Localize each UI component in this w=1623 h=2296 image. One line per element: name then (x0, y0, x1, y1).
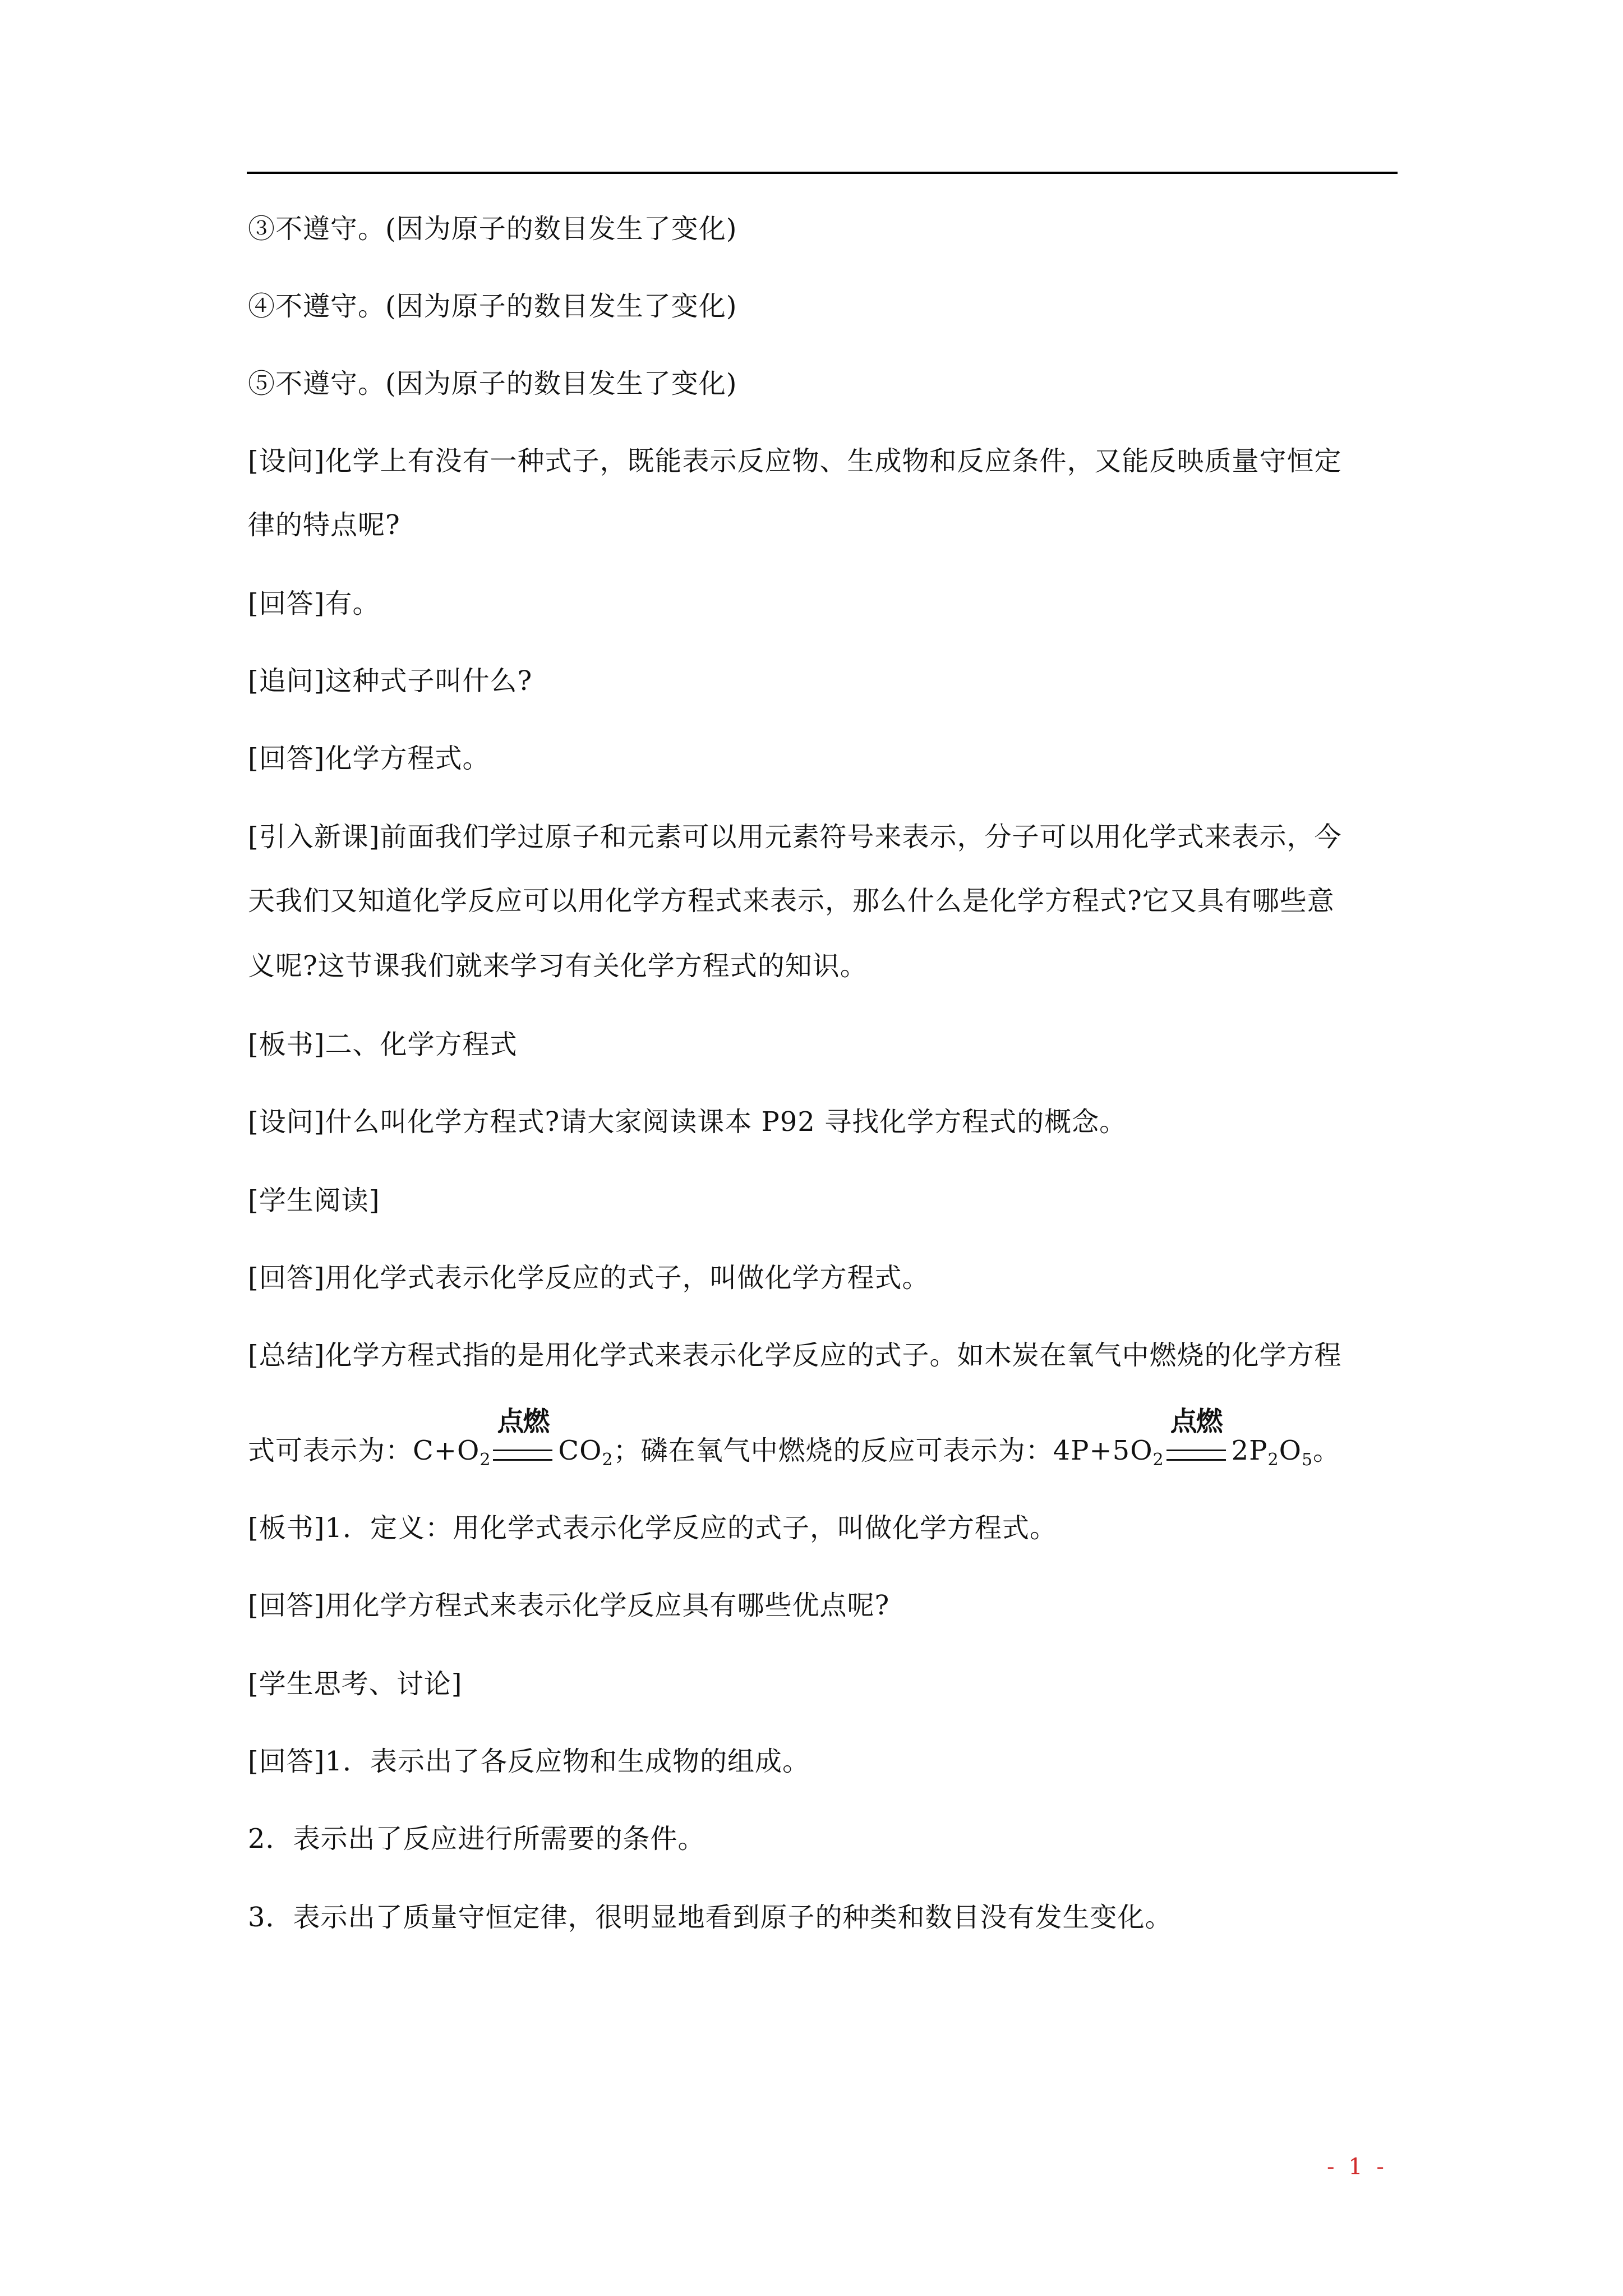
text-line-4: [设问]化学上有没有一种式子，既能表示反应物、生成物和反应条件，又能反映质量守恒定 (248, 445, 1342, 477)
text-line-9: [引入新课]前面我们学过原子和元素可以用元素符号来表示，分子可以用化学式来表示，今 (248, 821, 1342, 853)
text-line-5: 律的特点呢? (248, 509, 400, 541)
text-line-2: ④不遵守。(因为原子的数目发生了变化) (248, 291, 737, 322)
text-line-after-6: 3．表示出了质量守恒定律，很明显地看到原子的种类和数目没有发生变化。 (248, 1902, 1173, 1933)
text-line-10: 天我们又知道化学反应可以用化学方程式来表示，那么什么是化学方程式?它又具有哪些意 (248, 885, 1335, 917)
eq2-left: $4P+5O_2$ (1053, 1435, 1164, 1470)
text-line-12: [板书]二、化学方程式 (248, 1029, 518, 1060)
equation-line (248, 1406, 1341, 1470)
eq2-right: $2P_2O_5$ (1231, 1435, 1313, 1470)
equation-suffix: 。 (1313, 1435, 1341, 1466)
page-number: - 1 - (1327, 2154, 1387, 2180)
text-line-16: [总结]化学方程式指的是用化学式来表示化学反应的式子。如木炭在氧气中燃烧的化学方程 (248, 1340, 1342, 1371)
text-line-6: [回答]有。 (248, 588, 380, 619)
text-line-after-3: [学生思考、讨论] (248, 1668, 463, 1700)
text-line-after-2: [回答]用化学方程式来表示化学反应具有哪些优点呢? (248, 1590, 890, 1621)
text-line-after-5: 2．表示出了反应进行所需要的条件。 (248, 1823, 706, 1855)
eq1-condition (493, 1406, 552, 1467)
eq1-left: $C+O_2$ (413, 1435, 491, 1470)
ignition-condition-label: 点燃 (497, 1406, 549, 1437)
eq2-condition (1166, 1406, 1226, 1467)
text-line-7: [追问]这种式子叫什么? (248, 665, 533, 697)
header-rule (247, 172, 1398, 174)
text-line-after-4: [回答]1．表示出了各反应物和生成物的组成。 (248, 1746, 810, 1777)
text-line-11: 义呢?这节课我们就来学习有关化学方程式的知识。 (248, 950, 868, 982)
reaction-equals-sign (493, 1450, 552, 1461)
equation-prefix: 式可表示为： (248, 1435, 413, 1466)
text-line-13: [设问]什么叫化学方程式?请大家阅读课本 P92 寻找化学方程式的概念。 (248, 1106, 1127, 1138)
text-line-14: [学生阅读] (248, 1185, 380, 1216)
text-line-3: ⑤不遵守。(因为原子的数目发生了变化) (248, 368, 737, 399)
text-line-1: ③不遵守。(因为原子的数目发生了变化) (248, 213, 737, 245)
reaction-equals-sign (1166, 1450, 1226, 1461)
eq1-right: $CO_2$ (558, 1435, 614, 1470)
equation-middle: ；磷在氧气中燃烧的反应可表示为： (613, 1435, 1053, 1466)
text-line-after-1: [板书]1．定义：用化学式表示化学反应的式子，叫做化学方程式。 (248, 1512, 1057, 1544)
text-line-15: [回答]用化学式表示化学反应的式子，叫做化学方程式。 (248, 1262, 930, 1294)
text-line-8: [回答]化学方程式。 (248, 743, 490, 774)
ignition-condition-label: 点燃 (1170, 1406, 1222, 1437)
